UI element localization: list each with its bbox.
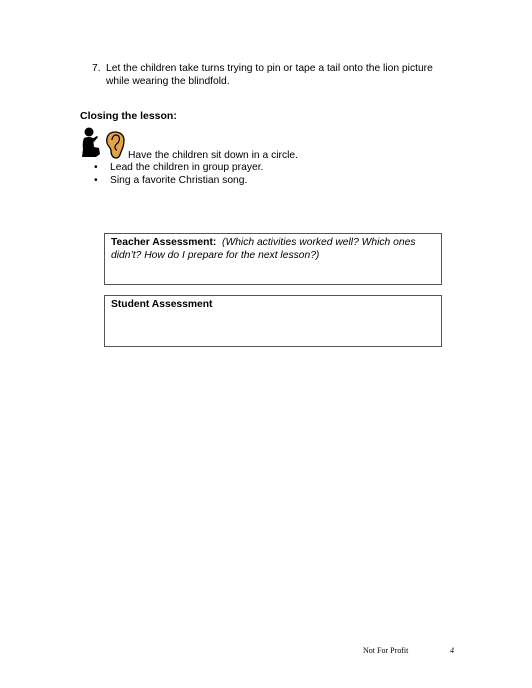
ear-icon [104, 130, 126, 160]
step-number: 7. [92, 63, 101, 74]
list-item: • Lead the children in group prayer. [94, 162, 263, 175]
footer-text: Not For Profit [363, 646, 409, 655]
teacher-assessment-note: (Which activities worked well? Which ones didn’t? How do I prepare for the next lesson?) [111, 237, 416, 261]
list-item: • Sing a favorite Christian song. [94, 175, 263, 188]
teacher-assessment-box [104, 233, 442, 285]
closing-heading: Closing the lesson: [80, 110, 177, 122]
student-assessment-label: Student Assessment [111, 299, 213, 310]
closing-lead-text: Have the children sit down in a circle. [128, 150, 298, 161]
student-assessment-box [104, 295, 442, 347]
closing-icons [80, 127, 130, 161]
page-number: 4 [450, 646, 454, 655]
step-text: Let the children take turns trying to pin or tape a tail onto the lion picture while wearing the blindfold. [106, 63, 433, 87]
step-7 [92, 62, 452, 88]
teacher-assessment-label: Teacher Assessment: [111, 237, 217, 248]
praying-child-icon [80, 127, 102, 159]
closing-bullet-list [94, 162, 263, 187]
